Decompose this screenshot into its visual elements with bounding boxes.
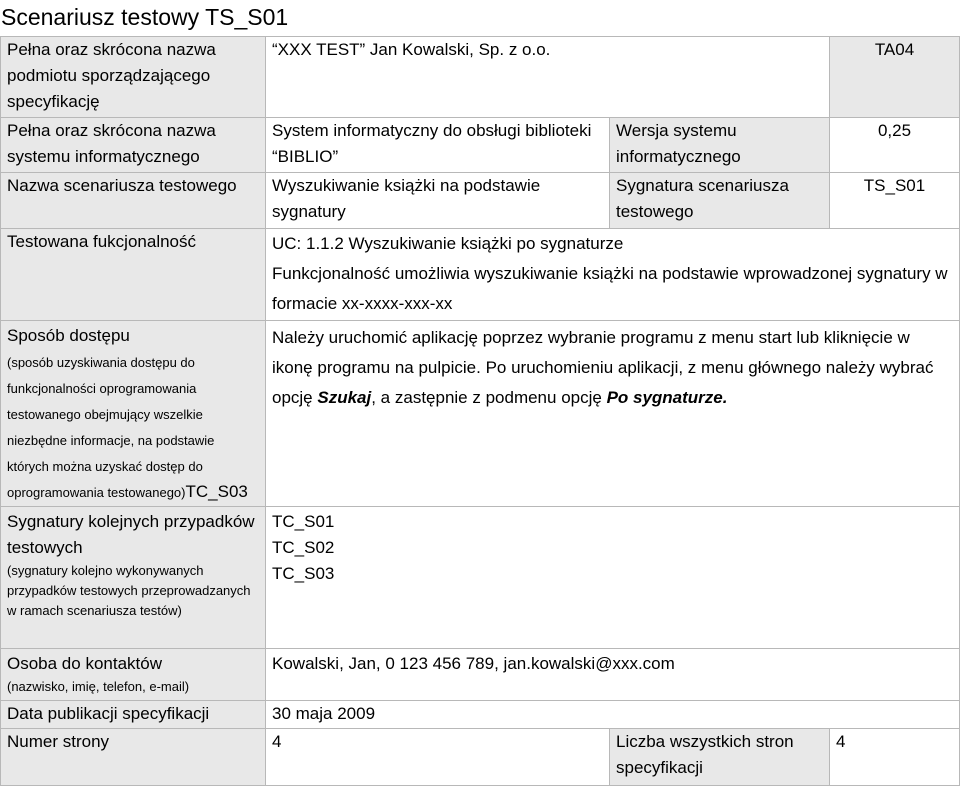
page-total-value: 4 — [830, 729, 960, 786]
row-contact — [1, 649, 960, 701]
access-label: Sposób dostępu — [7, 326, 130, 345]
access-text-middle: , a zastępnie z podmenu opcję — [371, 388, 607, 407]
contact-value: Kowalski, Jan, 0 123 456 789, jan.kowalski@xxx.com — [266, 649, 960, 701]
functionality-description: Funkcjonalność umożliwia wyszukiwanie książki na podstawie wprowadzonej sygnatury w formacie xx-xxxx-xxx-xx — [272, 264, 948, 313]
functionality-uc: UC: 1.1.2 Wyszukiwanie książki po sygnaturze — [272, 234, 624, 253]
cases-sublabel: (sygnatury kolejno wykonywanych przypadków testowych przeprowadzanych w ramach scenariusza testów) — [7, 563, 251, 618]
page-title: Scenariusz testowy TS_S01 — [1, 4, 289, 30]
scenario-label: Nazwa scenariusza testowego — [1, 173, 266, 229]
system-version-value: 0,25 — [830, 118, 960, 173]
contact-label: Osoba do kontaktów — [7, 654, 162, 673]
access-value — [266, 321, 960, 507]
spec-table — [0, 36, 960, 786]
scenario-value: Wyszukiwanie książki na podstawie sygnatury — [266, 173, 610, 229]
row-cases — [1, 507, 960, 649]
published-value: 30 maja 2009 — [266, 701, 960, 729]
entity-value: “XXX TEST” Jan Kowalski, Sp. z o.o. — [266, 37, 830, 118]
published-label: Data publikacji specyfikacji — [1, 701, 266, 729]
system-version-label: Wersja systemu informatycznego — [610, 118, 830, 173]
scenario-signature-value: TS_S01 — [830, 173, 960, 229]
contact-label-cell — [1, 649, 266, 701]
access-option-search: Szukaj — [317, 388, 372, 407]
row-entity — [1, 37, 960, 118]
row-published — [1, 701, 960, 729]
page-label: Numer strony — [1, 729, 266, 786]
row-access — [1, 321, 960, 507]
row-page — [1, 729, 960, 786]
access-option-by-signature: Po sygnaturze. — [606, 388, 728, 407]
access-sublabel-suffix: TC_S03 — [185, 482, 248, 501]
case-item: TC_S02 — [272, 538, 335, 557]
scenario-signature-label: Sygnatura scenariusza testowego — [610, 173, 830, 229]
functionality-value — [266, 229, 960, 321]
contact-sublabel: (nazwisko, imię, telefon, e-mail) — [7, 679, 190, 694]
access-sublabel: (sposób uzyskiwania dostępu do funkcjonalności oprogramowania testowanego obejmujący wszelkie niezbędne informacje, na podstawie których można uzyskać dostęp do oprogramowania testowanego) — [7, 355, 215, 500]
row-system — [1, 118, 960, 173]
system-label: Pełna oraz skrócona nazwa systemu informatycznego — [1, 118, 266, 173]
access-label-cell — [1, 321, 266, 507]
functionality-label: Testowana fukcjonalność — [1, 229, 266, 321]
page-total-label: Liczba wszystkich stron specyfikacji — [610, 729, 830, 786]
cases-list — [266, 507, 960, 649]
access-text-before: Należy uruchomić aplikację poprzez wybranie programu z menu start lub kliknięcie w ikonę programu na pulpicie. Po uruchomieniu aplikacji, z menu głównego należy wybrać opcję — [272, 328, 934, 407]
row-scenario — [1, 173, 960, 229]
case-item: TC_S03 — [272, 564, 335, 583]
case-item: TC_S01 — [272, 512, 335, 531]
page-value: 4 — [266, 729, 610, 786]
cases-label: Sygnatury kolejnych przypadków testowych — [7, 512, 255, 557]
system-value: System informatyczny do obsługi biblioteki “BIBLIO” — [266, 118, 610, 173]
cases-label-cell — [1, 507, 266, 649]
row-functionality — [1, 229, 960, 321]
entity-code: TA04 — [830, 37, 960, 118]
entity-label: Pełna oraz skrócona nazwa podmiotu sporządzającego specyfikację — [1, 37, 266, 118]
